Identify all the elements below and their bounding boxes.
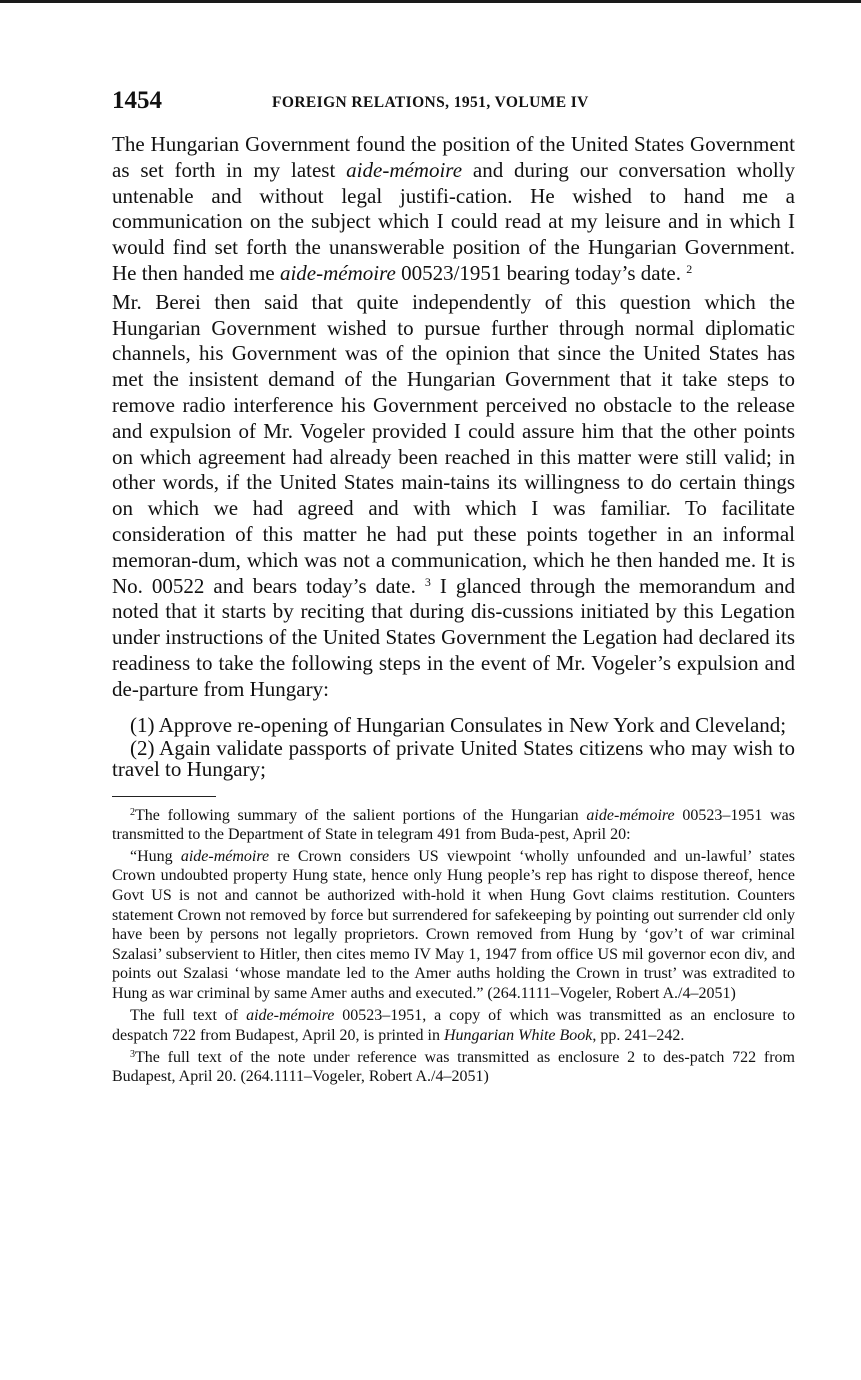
para2-text-b: I glanced through the memorandum and noted that it starts by reciting that during dis-cussions initiated by this Legation under instructions of the United States Government the Legation had declared its readiness to take the following steps in the event of Mr. Vogeler’s expulsion and de-parture from Hungary: <box>112 573 796 701</box>
footnote-2-mark: 2 <box>130 806 135 818</box>
fulltext-text-c: , pp. 241–242. <box>592 1027 685 1045</box>
paragraph-2 <box>112 290 795 703</box>
footnote-3-text: The full text of the note under reference was transmitted as enclosure 2 to des-patch 722 from Budapest, April 20. (264.1111–Vogeler, Robert A./4–2051) <box>112 1048 795 1086</box>
para2-text-a: Mr. Berei then said that quite independently of this question which the Hungarian Government wished to pursue further through normal diplomatic channels, his Government was of the opinion that since the United States has met the insistent demand of the Hungarian Government that it take steps to remove radio interference his Government perceived no obstacle to the release and expulsion of Mr. Vogeler provided I could assure him that the other points on which agreement had already been reached in this matter were still valid; in other words, if the United States main-tains its willingness to do certain things on which we had agreed and with which I was familiar. To facilitate consideration of this matter he had put these points together in an informal memoran-dum, which was not a communication, which he then handed me. It is No. 00522 and bears today’s date. <box>112 289 795 598</box>
footnote-2-text-b: 00523–1951 was transmitted to the Department of State in telegram 491 from Buda-pest, April 20: <box>112 806 795 844</box>
quote-text-a: “Hung <box>130 847 181 865</box>
footnote-2 <box>112 806 795 845</box>
fulltext-italic-b: Hungarian White Book <box>443 1027 593 1045</box>
page-number: 1454 <box>112 87 162 114</box>
footnotes <box>112 806 795 1087</box>
footnote-3 <box>112 1048 795 1087</box>
footnote-quote <box>112 847 795 1004</box>
para1-italic-b: aide-mémoire <box>279 260 396 285</box>
quote-text-b: re Crown considers US viewpoint ‘wholly unfounded and un-lawful’ states Crown undoubted property Hung state, hence only Hung people’s rep has right to dispose thereof, hence Govt US is not and cannot be authorized with-hold it when Hung Govt claims restitution. Counters statement Crown not removed by force but surrendered for safekeeping by pointing out surrender cld only have been by persons not legally proprietors. Crown removed from Hung by ‘gov’t of war criminal Szalasi’ subservient to Hitler, then cites memo IV May 1, 1947 from office US mil governor econ div, and points out Szalasi ‘whose mandate led to the Amer auths holding the Crown in trust’ was extradited to Hung as war criminal by same Amer auths and executed.” (264.1111–Vogeler, Robert A./4–2051) <box>112 847 795 1002</box>
quote-italic: aide-mémoire <box>180 847 270 865</box>
footnote-divider <box>112 796 216 797</box>
list-item-1: (1) Approve re-opening of Hungarian Consulates in New York and Cleveland; <box>130 712 787 737</box>
running-head <box>112 86 795 120</box>
running-title: FOREIGN RELATIONS, 1951, VOLUME IV <box>272 94 589 111</box>
footnote-ref-2: 2 <box>686 261 693 276</box>
fulltext-italic-a: aide-mémoire <box>246 1007 335 1025</box>
footnote-2-italic: aide-mémoire <box>586 806 675 824</box>
body-text <box>112 132 795 780</box>
list-item-2: (2) Again validate passports of private United States citizens who may wish to travel to Hungary; <box>112 735 795 781</box>
para1-text-c: 00523/1951 bearing today’s date. <box>395 260 687 285</box>
footnote-ref-3: 3 <box>424 574 431 589</box>
footnote-full-text <box>112 1006 795 1045</box>
fulltext-text-b: 00523–1951, a copy of which was transmitted as an enclosure to despatch 722 from Budapest, April 20, is printed in <box>112 1007 795 1045</box>
top-edge-rule <box>0 0 861 3</box>
paragraph-1 <box>112 132 795 287</box>
footnote-3-mark: 3 <box>130 1048 135 1060</box>
fulltext-text-a: The full text of <box>130 1007 247 1025</box>
para1-text-b: and during our conversation wholly untenable and without legal justifi-cation. He wished to hand me a communication on the subject which I could read at my leisure and in which I would find set forth the unanswerable position of the Hungarian Government. He then handed me <box>112 157 795 285</box>
document-page <box>112 86 795 1087</box>
footnote-2-text-a: The following summary of the salient portions of the Hungarian <box>135 806 587 824</box>
para1-italic-a: aide-mémoire <box>346 157 463 182</box>
para1-text-a: The Hungarian Government found the position of the United States Government as set forth in my latest <box>112 132 795 182</box>
